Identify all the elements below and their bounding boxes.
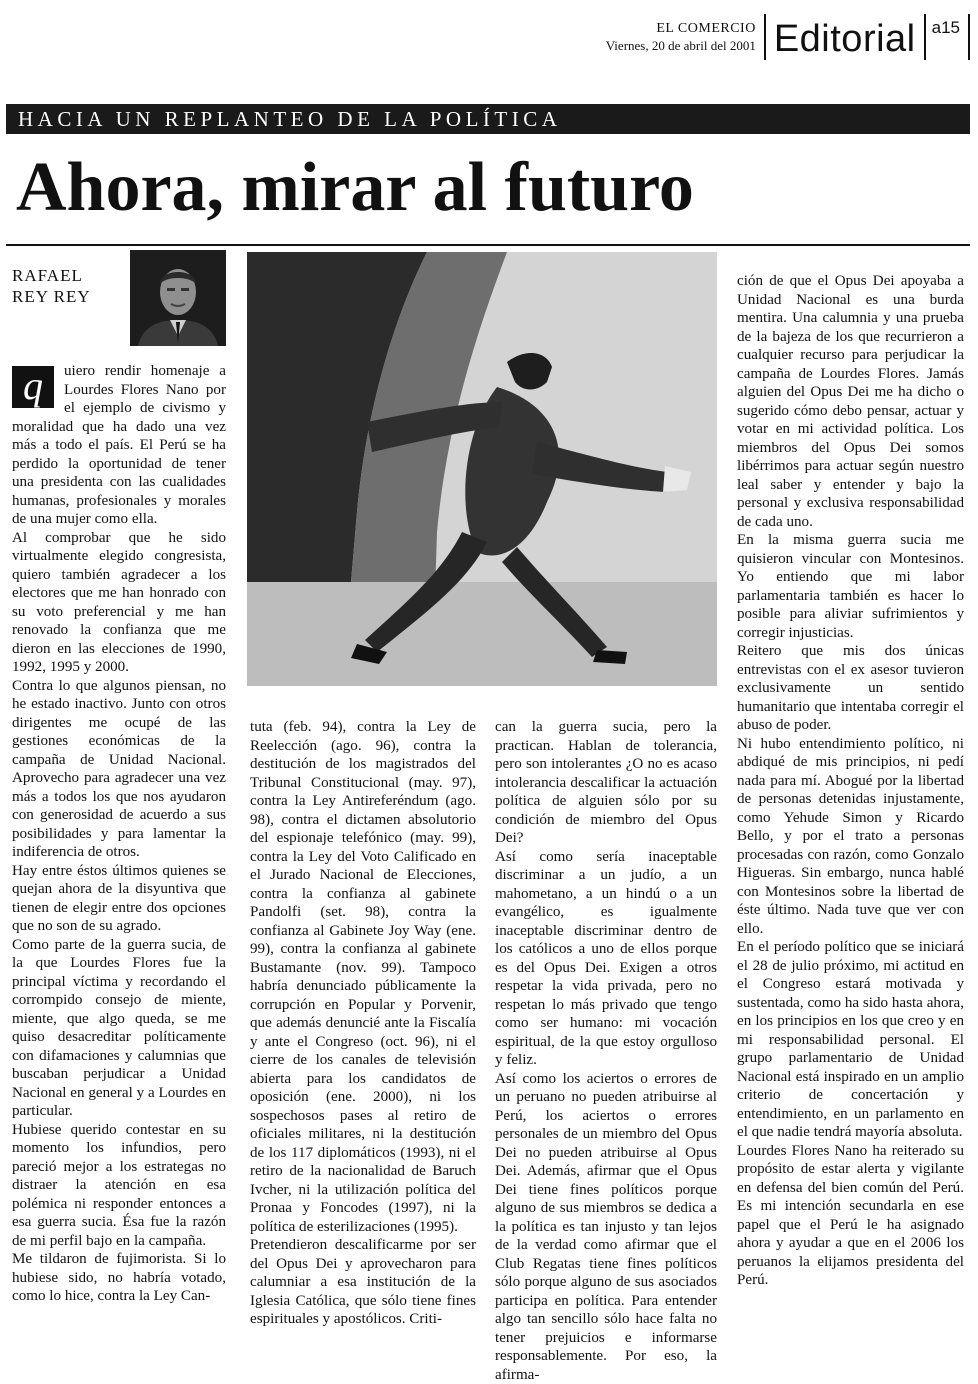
paragraph: En el período político que se iniciará el 28 de julio próximo, mi actitud en el Congreso estará motivada y sustentada, como ha sido hasta ahora, en los principios en los que creo y en mi responsabilidad personal. El grupo parlamentario de Unidad Nacional está inspirado en un amplio criterio de concertación y entendimiento, en un parlamento en el que nadie tendrá mayoría absoluta.	[737, 938, 964, 1142]
paragraph: can la guerra sucia, pero la practican. Hablan de tolerancia, pero son intolerantes ¿O no es acaso intolerancia descalificar la actuación política de alguien sólo por su condición de miembro del Opus Dei?	[495, 718, 717, 848]
author-last-name: REY REY	[12, 286, 122, 307]
paragraph: Al comprobar que he sido virtualmente elegido congresista, quiero también agradecer a los electores que me han honrado con su voto preferencial y me han renovado la confianza que me dieron en las elecciones de 1990, 1992, 1995 y 2000.	[12, 529, 226, 677]
headline-rule	[6, 244, 970, 246]
paragraph: Como parte de la guerra sucia, de la que Lourdes Flores fue la principal víctima y recordando el corrompido consejo de miente, miente, que algo queda, se me quiso desacreditar políticamente con difamaciones y calumnias que buscaban perjudicar a Unidad Nacional en general y a Lourdes en particular.	[12, 936, 226, 1121]
masthead-info	[606, 14, 766, 60]
paragraph: Contra lo que algunos piensan, no he estado inactivo. Junto con otros dirigentes me ocupé de las gestiones económicas de la campaña de Unidad Nacional. Aprovecho para agradecer una vez más a todos los que nos ayudaron con generosidad de acuerdo a sus posibilidades y para lamentar la indiferencia de otros.	[12, 677, 226, 862]
paragraph: tuta (feb. 94), contra la Ley de Reelección (ago. 96), contra la destitución de los magistrados del Tribunal Constitucional (may. 97), contra la Ley Antireferéndum (ago. 98), contra el dictamen absolutorio del espionaje telefónico (may. 99), contra la Ley del Voto Calificado en el Jurado Nacional de Elecciones, contra la confianza al gabinete Pandolfi (set. 98), contra la confianza al Gabinete Joy Way (ene. 99), contra la confianza al gabinete Bustamante (nov. 99). Tampoco habría denunciado públicamente la corrupción en Popular y Porvenir, que además denuncié ante la Fiscalía y ante el Congreso (oct. 96), ni el cierre de los canales de televisión abierta para los candidatos de oposición (ene. 2000), ni los sospechosos pases al retiro de oficiales militares, ni la destitución de los 117 diplomáticos (1993), ni el retiro de la nacionalidad de Baruch Ivcher, ni la utilización política del Pronaa y Foncodes (1997), ni la política de esterilizaciones (1995).	[250, 718, 476, 1236]
masthead-bar	[606, 14, 970, 60]
paragraph: En la misma guerra sucia me quisieron vincular con Montesinos. Yo entiendo que mi labor parlamentaria también es hacer lo posible para aliviar sufrimientos y corregir injusticias.	[737, 531, 964, 642]
author-portrait-image	[130, 250, 226, 346]
section-name: Editorial	[766, 14, 926, 60]
author-byline	[12, 265, 122, 307]
paragraph: Ni hubo entendimiento político, ni abdiqué de mis principios, ni pedí nada para mí. Abogué por la libertad de personas detenidas injustamente, como Yehude Simon y Ricardo Bello, y por el trato a personas procesadas con razón, como Gonzalo Higueras. Sin embargo, nunca hablé con Montesinos sobre la libertad de éste último. Nada tuve que ver con ello.	[737, 735, 964, 939]
paragraph: Me tildaron de fujimorista. Si lo hubiese sido, no habría votado, como lo hice, contra la Ley Can-	[12, 1250, 226, 1306]
paragraph: Así como sería inaceptable discriminar a un judío, a un mahometano, a un hindú o a un evangélico, es igualmente inaceptable discriminar dentro de los católicos a uno de ellos porque es del Opus Dei. Exigen a otros respetar la vida privada, pero no respetan lo más privado que tengo como ser humano: mi vocación espiritual, de la que estoy orgulloso y feliz.	[495, 848, 717, 1070]
kicker-bar: HACIA UN REPLANTEO DE LA POLÍTICA	[6, 104, 970, 134]
running-man-illustration	[247, 252, 717, 686]
editorial-illustration	[247, 252, 717, 686]
article-column-3	[495, 718, 717, 1384]
paragraph-text: uiero rendir homenaje a Lourdes Flores Nano por el ejemplo de civismo y moralidad que ha dado una vez más a todo el país. El Perú se ha perdido la oportunidad de tener una presidenta con las cualidades humanas, profesionales y morales de una mujer como ella.	[12, 363, 226, 527]
drop-cap: q	[12, 366, 54, 408]
newspaper-name: EL COMERCIO	[606, 20, 756, 37]
paragraph	[12, 362, 226, 529]
page-number: a15	[926, 14, 970, 60]
paragraph: ción de que el Opus Dei apoyaba a Unidad Nacional es una burda mentira. Una calumnia y una prueba de la bajeza de los que recurrieron a cualquier recurso para perjudicar la campaña de Lourdes Flores. Jamás alguien del Opus Dei me ha dicho o sugerido cómo debo pensar, actuar y votar en mi actividad política. Los miembros del Opus Dei somos libérrimos para actuar según nuestro leal saber y entender y bajo la personal y exclusiva responsabilidad de cada uno.	[737, 272, 964, 531]
article-column-4	[737, 272, 964, 1290]
paragraph: Hay entre éstos últimos quienes se quejan ahora de la disyuntiva que tienen de elegir entre dos opciones que no son de su agrado.	[12, 862, 226, 936]
author-first-name: RAFAEL	[12, 265, 122, 286]
headline: Ahora, mirar al futuro	[16, 138, 694, 238]
author-photo	[130, 250, 226, 346]
article-column-1	[12, 362, 226, 1306]
paragraph: Pretendieron descalificarme por ser del Opus Dei y aprovecharon para calumniar a esa institución de la Iglesia Católica, que sólo tiene fines espirituales y apostólicos. Criti-	[250, 1236, 476, 1329]
paragraph: Así como los aciertos o errores de un peruano no pueden atribuirse al Perú, los aciertos o errores personales de un miembro del Opus Dei no pueden atribuirse al Opus Dei. Además, afirmar que el Opus Dei tiene fines políticos porque alguno de sus miembros se dedica a la política es tan injusto y tan lejos de la verdad como afirmar que el Club Regatas tiene fines políticos sólo porque alguno de sus asociados participa en política. Para entender algo tan sencillo sólo hace falta no tener prejuicios e informarse responsablemente. Por eso, la afirma-	[495, 1070, 717, 1384]
paragraph: Reitero que mis dos únicas entrevistas con el ex asesor tuvieron exclusivamente un sentido humanitario que intentaba corregir el abuso de poder.	[737, 642, 964, 735]
paragraph: Hubiese querido contestar en su momento los infundios, pero pareció mejor a los estrategas no distraer la atención en esa polémica ni responder entonces a esa guerra sucia. Ésa fue la razón de mi perfil bajo en la campaña.	[12, 1121, 226, 1251]
publication-date: Viernes, 20 de abril del 2001	[606, 37, 756, 54]
article-column-2	[250, 718, 476, 1329]
paragraph: Lourdes Flores Nano ha reiterado su propósito de estar alerta y vigilante en defensa del bien común del Perú. Es mi intención secundarla en ese papel que el Perú le ha asignado ahora y ayudar a que en el 2006 los peruanos la elijamos presidenta del Perú.	[737, 1142, 964, 1290]
